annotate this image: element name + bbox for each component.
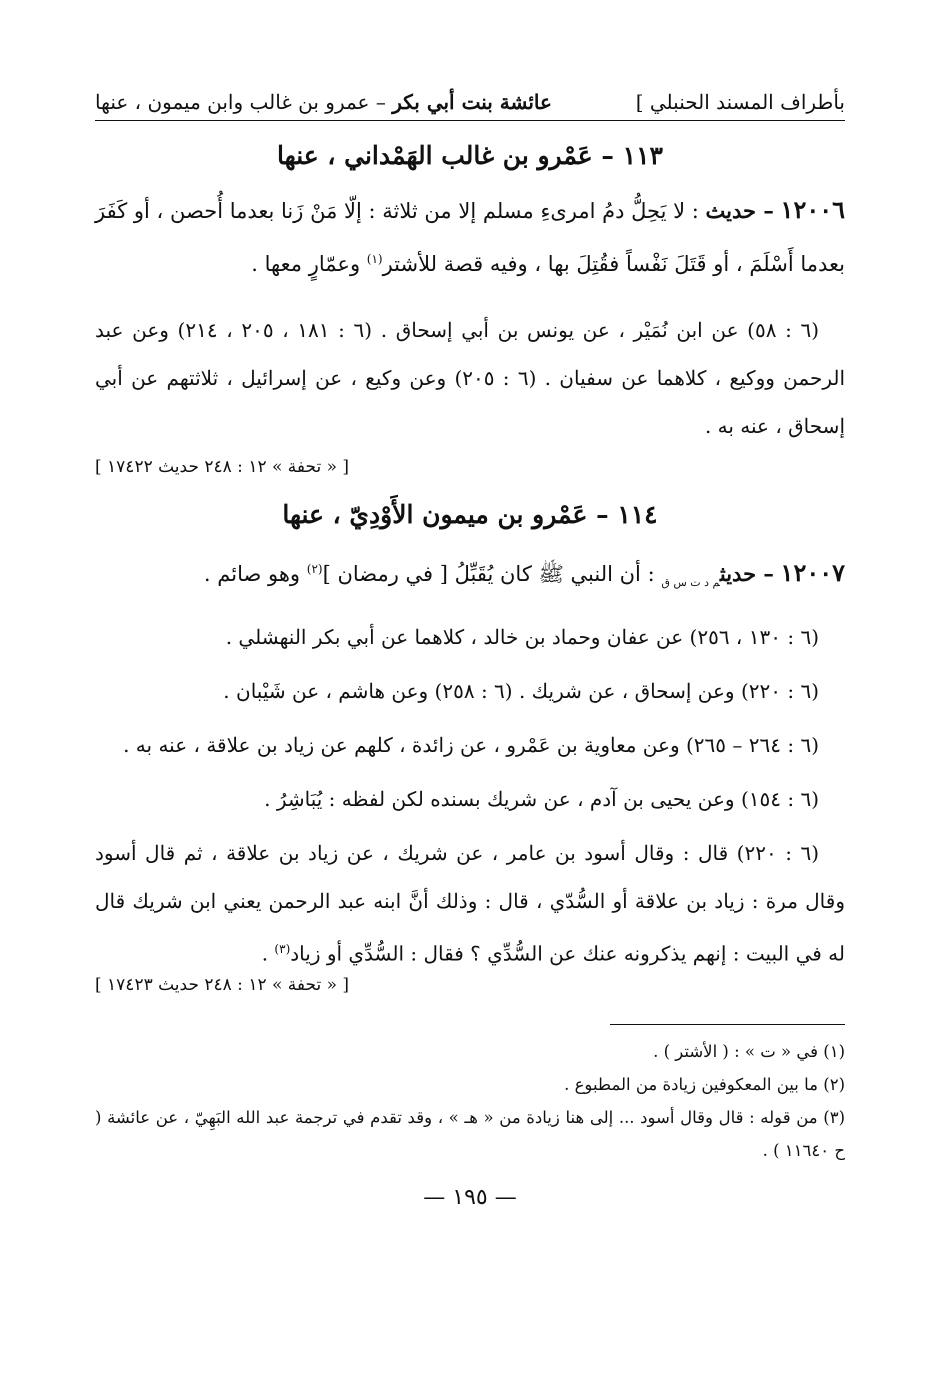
hadith-number: ١٢٠٠٧	[780, 558, 845, 587]
chapter-title-bold: عائشة بنت أبي بكر	[392, 90, 552, 114]
footnotes	[95, 1035, 845, 1167]
page-number: — ١٩٥ —	[423, 1184, 517, 1210]
footnote-ref-1: (١)	[366, 252, 383, 266]
source-line-5-end: .	[261, 941, 275, 966]
source-line-5-text: (٦ : ٢٢٠) قال : وقال أسود بن عامر ، عن شريك ، عن زياد بن علاقة ، ثم قال أسود وقال مرة : زياد بن علاقة أو السُّدّي ، قال : وذلك أنَّ ابنه عبد الرحمن يعني ابن شريك قال له في البيت : إنهم يذكرونه عنك عن السُّدِّي ؟ فقال : السُّدِّي أو زياد	[95, 841, 845, 966]
hadith-12006: ١٢٠٠٦ – حديث : لا يَحِلُّ دمُ امرىءِ مسلم إلا من ثلاثة : إلّا مَنْ زَنا بعدما أُحصن ، أو كَفَرَ بعدما أَسْلَمَ ، أو قَتَلَ نَفْساً فقُتِلَ بها ، وفيه قصة للأشتر$^{(١)}$ وعمّارٍ معها .	[95, 195, 845, 276]
hadith-label: حديث	[705, 198, 757, 223]
chapter-title	[95, 90, 552, 114]
footnote-1: (١) في « ت » : ( الأشتر ) .	[653, 1041, 845, 1061]
hadith-label: حديث	[719, 561, 757, 586]
hadith-text: : لا يَحِلُّ دمُ امرىءِ مسلم إلا من ثلاثة : إلّا مَنْ زَنا بعدما أُحصن ، أو كَفَرَ بعدما أَسْلَمَ ، أو قَتَلَ نَفْساً فقُتِلَ بها ، وفيه قصة للأشتر	[95, 199, 845, 276]
running-header	[95, 90, 845, 121]
hadith-number: ١٢٠٠٦	[780, 195, 845, 224]
hadith-text-end: وعمّارٍ معها .	[251, 252, 367, 276]
hadith-text: : أن النبي ﷺ كان يُقَبِّلُ [ في رمضان ]	[322, 562, 662, 586]
hadith-text-end: وهو صائم .	[203, 562, 307, 586]
footnote-divider	[610, 1024, 845, 1025]
book-title: بأطراف المسند الحنبلي ]	[635, 90, 845, 114]
source-line-3: (٦ : ٢٦٤ – ٢٦٥) وعن معاوية بن عَمْرو ، عن زائدة ، كلهم عن زياد بن علاقة ، عنه به .	[123, 733, 819, 758]
section-title-113: ١١٣ – عَمْرو بن غالب الهَمْداني ، عنها	[277, 141, 663, 170]
chapter-title-rest: – عمرو بن غالب وابن ميمون ، عنها	[95, 90, 393, 114]
tuhfa-reference-1: [ « تحفة » ١٢ : ٢٤٨ حديث ١٧٤٢٢ ]	[95, 457, 350, 477]
book-page	[95, 90, 845, 1210]
source-line-4: (٦ : ١٥٤) وعن يحيى بن آدم ، عن شريك بسنده لكن لفظه : يُبَاشِرُ .	[264, 787, 819, 812]
footnote-2: (٢) ما بين المعكوفين زيادة من المطبوع .	[564, 1074, 845, 1094]
source-line-2: (٦ : ٢٢٠) وعن إسحاق ، عن شريك . (٦ : ٢٥٨) وعن هاشم ، عن شَيْبان .	[223, 679, 819, 704]
footnote-ref-3: (٣)	[274, 942, 291, 957]
hadith-siglum: م د ت س ق	[661, 576, 720, 590]
source-line-1: (٦ : ١٣٠ ، ٢٥٦) عن عفان وحماد بن خالد ، كلاهما عن أبي بكر النهشلي .	[225, 625, 819, 650]
tuhfa-reference-2: [ « تحفة » ١٢ : ٢٤٨ حديث ١٧٤٢٣ ]	[95, 974, 350, 995]
footnote-3: (٣) من قوله : قال وقال أسود ... إلى هنا زيادة من « هـ » ، وقد تقدم في ترجمة عبد الله البَهِيّ ، عن عائشة ( ح ١١٦٤٠ ) .	[95, 1107, 845, 1160]
hadith-12007: ١٢٠٠٧ – حديث$_{م د ت س ق}$ : أن النبي ﷺ كان يُقَبِّلُ [ في رمضان ]$^{(٢)}$ وهو صائم .	[203, 558, 845, 590]
source-line-5	[95, 829, 845, 978]
footnote-ref-2: (٢)	[306, 562, 323, 576]
hadith-12006-sources: (٦ : ٥٨) عن ابن نُمَيْر ، عن يونس بن أبي إسحاق . (٦ : ١٨١ ، ٢٠٥ ، ٢١٤) وعن عبد الرحمن ووكيع ، كلاهما عن سفيان . (٦ : ٢٠٥) وعن وكيع ، عن إسرائيل ، ثلاثتهم عن أبي إسحاق ، عنه به .	[95, 318, 846, 438]
section-title-114: ١١٤ – عَمْرو بن ميمون الأَوْدِيّ ، عنها	[282, 500, 658, 529]
